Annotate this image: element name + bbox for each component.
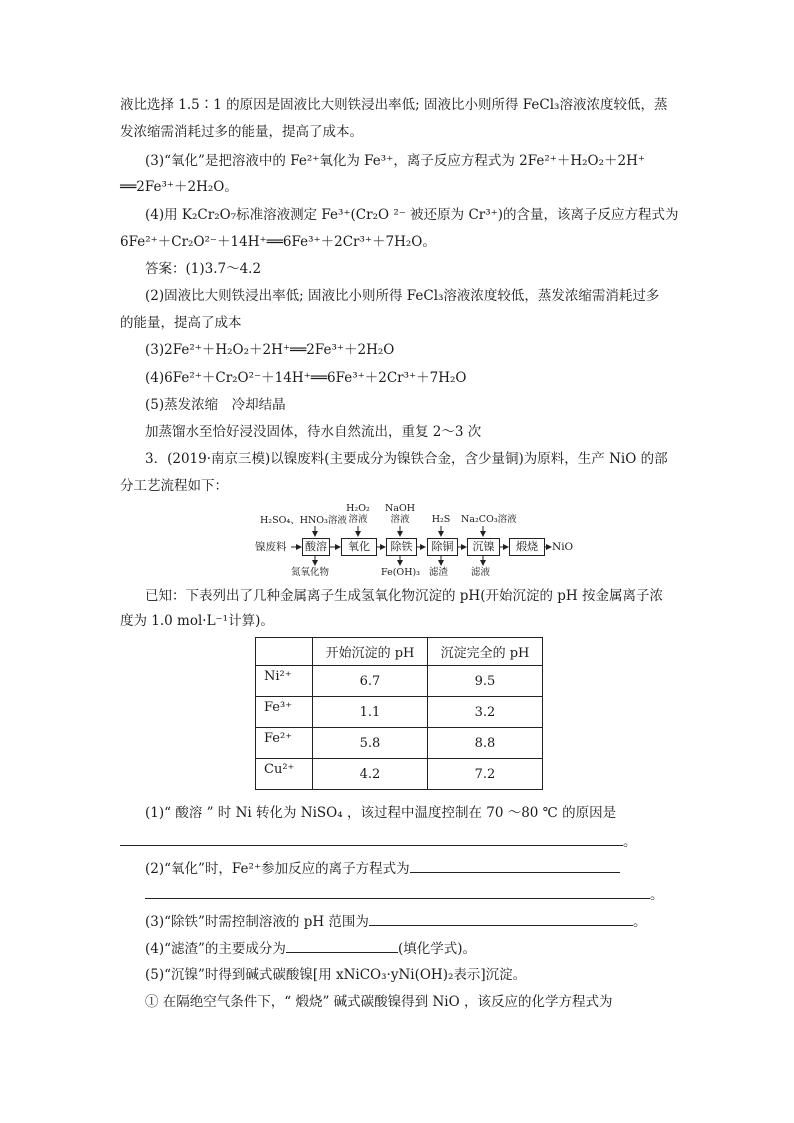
reagent-h2o2-label: H₂O₂ (346, 503, 370, 514)
output-residue-label: 滤渣 (429, 567, 449, 578)
table-row (256, 759, 543, 790)
question-3-stem: 3．(2019·南京三模)以镍废料(主要成分为镍铁合金，含少量铜)为原料，生产 NiO 的部 (145, 451, 668, 467)
table-header-cell: 沉淀完全的 pH (428, 638, 543, 666)
text-line: (3)“氧化”是把溶液中的 Fe²⁺氧化为 Fe³⁺，离子反应方程式为 2Fe²⁺＋H₂O₂＋2H⁺ (145, 153, 646, 169)
question-4-suffix: (填化学式)。 (397, 941, 476, 957)
table-cell: 6.7 (313, 666, 428, 697)
reagent-h2o2-solution-label: 溶液 (348, 514, 368, 525)
text-line: (5)蒸发浓缩 冷却结晶 (145, 397, 286, 413)
reagent-naoh-label: NaOH (385, 503, 416, 514)
text-line: 液比选择 1.5∶1 的原因是固液比大则铁浸出率低; 固液比小则所得 FeCl₃溶液浓度较低，蒸 (120, 97, 668, 113)
table-cell-ion: Ni²⁺ (256, 666, 313, 697)
flow-step-nickel-precipitation: 沉镍 (467, 538, 500, 556)
flow-step-acid-dissolve: 酸溶 (302, 538, 330, 556)
question-2-answer-line (145, 886, 664, 903)
question-2-label: (2)“氧化”时，Fe²⁺参加反应的离子方程式为 (145, 861, 410, 877)
flow-step-iron-removal: 除铁 (386, 538, 417, 556)
table-cell-ion: Fe³⁺ (256, 697, 313, 728)
reagent-na2co3-label: Na₂CO₃溶液 (461, 514, 517, 525)
question-4-label: (4)“滤渣”的主要成分为 (145, 941, 286, 957)
output-filtrate-label: 滤液 (471, 567, 491, 578)
ph-precipitation-table (255, 637, 543, 790)
table-cell: 1.1 (313, 697, 428, 728)
table-header-cell: 开始沉淀的 pH (313, 638, 428, 666)
table-cell: 8.8 (428, 728, 543, 759)
text-line: 已知：下表列出了几种金属离子生成氢氧化物沉淀的 pH(开始沉淀的 pH 按金属离子浓 (145, 588, 663, 604)
reagent-h2s-label: H₂S (431, 514, 451, 525)
table-cell-ion: Fe²⁺ (256, 728, 313, 759)
text-line: (2)固液比大则铁浸出率低; 固液比小则所得 FeCl₃溶液浓度较低，蒸发浓缩需消耗过多 (145, 288, 660, 304)
question-5-text: (5)“沉镍”时得到碱式碳酸镍[用 xNiCO₃·yNi(OH)₂表示]沉淀。 (145, 967, 527, 983)
output-nox-label: 氮氧化物 (291, 567, 330, 578)
flow-step-oxidation: 氧化 (341, 538, 377, 556)
question-3-text (145, 913, 646, 930)
period: 。 (623, 834, 637, 850)
answer-blank[interactable] (145, 886, 650, 899)
output-feoh3-label: Fe(OH)₃ (381, 567, 420, 578)
answer-blank[interactable] (120, 833, 623, 846)
table-cell-ion: Cu²⁺ (256, 759, 313, 790)
table-row (256, 666, 543, 697)
table-cell: 3.2 (428, 697, 543, 728)
flow-start-label: 镍废料 (255, 541, 287, 553)
question-1-answer-line (120, 833, 637, 850)
answer-label: 答案：(1)3.7～4.2 (145, 261, 262, 277)
process-flow-diagram (255, 502, 575, 582)
table-header-row (256, 638, 543, 666)
table-cell: 4.2 (313, 759, 428, 790)
flow-step-calcination: 煅烧 (509, 538, 545, 556)
text-line: 发浓缩需消耗过多的能量，提高了成本。 (120, 124, 363, 140)
text-line: 的能量，提高了成本 (120, 315, 242, 331)
answer-blank[interactable] (286, 940, 398, 953)
text-line: (3)2Fe²⁺＋H₂O₂＋2H⁺══2Fe³⁺＋2H₂O (145, 342, 395, 358)
period: 。 (650, 887, 664, 903)
text-line: 分工艺流程如下： (120, 478, 228, 494)
text-line: 6Fe²⁺＋Cr₂O²⁻＋14H⁺══6Fe³⁺＋2Cr³⁺＋7H₂O。 (120, 234, 436, 250)
answer-blank[interactable] (369, 913, 633, 926)
flow-end-label: NiO (552, 541, 574, 553)
flow-step-copper-removal: 除铜 (427, 538, 458, 556)
text-line: (4)用 K₂Cr₂O₇标准溶液测定 Fe³⁺(Cr₂O ²⁻ 被还原为 Cr³⁺)的含量，该离子反应方程式为 (145, 207, 679, 223)
table-row (256, 697, 543, 728)
answer-blank[interactable] (410, 860, 620, 873)
question-4-text (145, 940, 476, 957)
text-line: 度为 1.0 mol·L⁻¹计算)。 (120, 613, 274, 629)
table-header-cell (256, 638, 313, 666)
table-cell: 7.2 (428, 759, 543, 790)
text-line: 加蒸馏水至恰好浸没固体，待水自然流出，重复 2～3 次 (145, 424, 482, 440)
reagent-acid-label: H₂SO₄、HNO₃溶液 (260, 515, 347, 526)
question-5-sub-1: ① 在隔绝空气条件下，“ 煅烧” 碱式碳酸镍得到 NiO ，该反应的化学方程式为 (145, 994, 613, 1010)
question-1-text: (1)“ 酸溶 ” 时 Ni 转化为 NiSO₄ ，该过程中温度控制在 70 ～80 ℃ 的原因是 (145, 805, 617, 821)
table-row (256, 728, 543, 759)
text-line: (4)6Fe²⁺＋Cr₂O²⁻＋14H⁺══6Fe³⁺＋2Cr³⁺＋7H₂O (145, 370, 467, 386)
table-cell: 5.8 (313, 728, 428, 759)
text-line: ══2Fe³⁺＋2H₂O。 (120, 179, 238, 195)
question-3-label: (3)“除铁”时需控制溶液的 pH 范围为 (145, 914, 369, 930)
table-cell: 9.5 (428, 666, 543, 697)
reagent-naoh-solution-label: 溶液 (390, 514, 410, 525)
question-2-text (145, 860, 620, 877)
period: 。 (632, 914, 647, 930)
